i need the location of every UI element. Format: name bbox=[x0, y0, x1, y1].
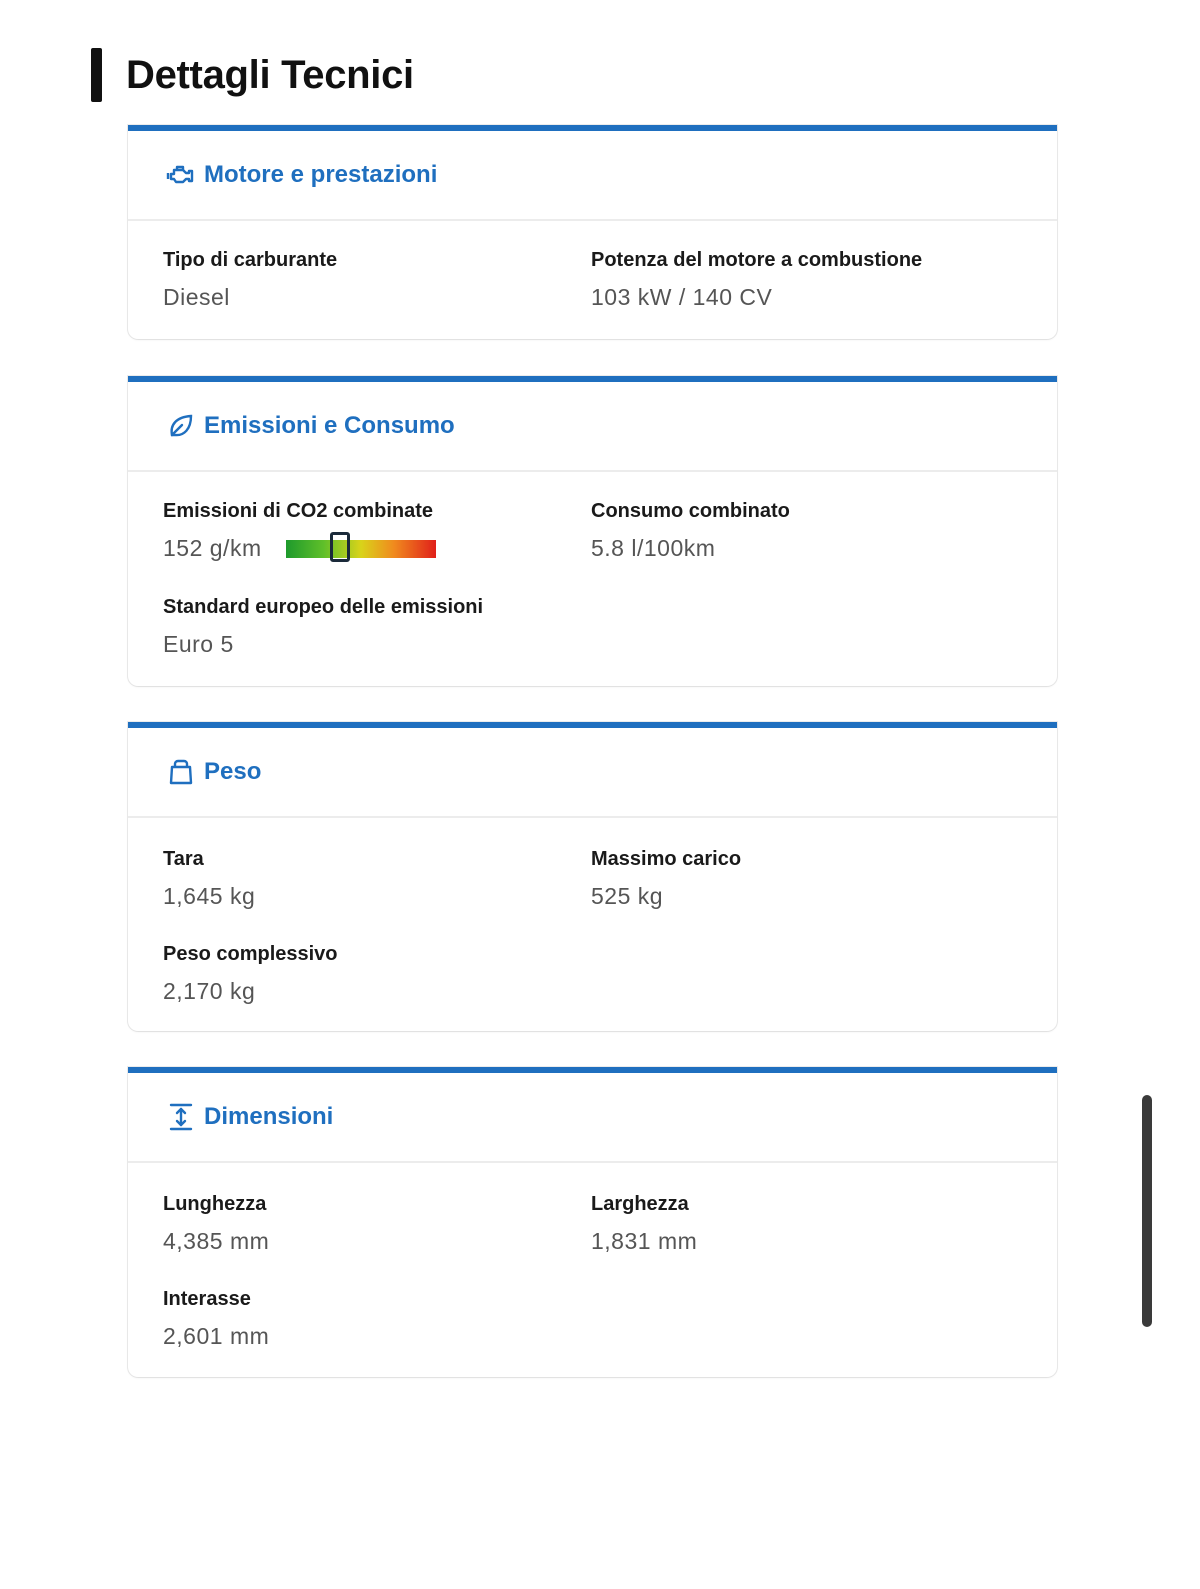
heading-accent-bar bbox=[91, 48, 102, 102]
gross-weight-value: 2,170 kg bbox=[163, 978, 256, 1004]
engine-power-spec bbox=[591, 249, 922, 311]
wheelbase-value: 2,601 mm bbox=[163, 1323, 270, 1349]
gross-weight-label: Peso complessivo bbox=[163, 943, 338, 965]
engine-section-title: Motore e prestazioni bbox=[204, 161, 438, 188]
wheelbase-spec bbox=[163, 1288, 269, 1350]
weight-section-header bbox=[128, 728, 1057, 818]
fuel-type-value: Diesel bbox=[163, 284, 230, 310]
co2-emissions-label: Emissioni di CO2 combinate bbox=[163, 500, 434, 522]
co2-emissions-row bbox=[163, 535, 436, 562]
engine-icon bbox=[164, 158, 198, 192]
combined-consumption-spec bbox=[591, 500, 790, 562]
width-value: 1,831 mm bbox=[591, 1228, 698, 1254]
weight-section-title: Peso bbox=[204, 758, 262, 785]
co2-emissions-value: 152 g/km bbox=[163, 535, 262, 561]
max-payload-spec bbox=[591, 848, 741, 910]
weight-section bbox=[128, 722, 1057, 1031]
emissions-section-title: Emissioni e Consumo bbox=[204, 412, 455, 439]
euro-standard-value: Euro 5 bbox=[163, 631, 234, 657]
euro-standard-label: Standard europeo delle emissioni bbox=[163, 596, 484, 618]
length-label: Lunghezza bbox=[163, 1193, 267, 1215]
length-spec bbox=[163, 1193, 269, 1255]
tare-weight-value: 1,645 kg bbox=[163, 883, 256, 909]
co2-efficiency-scale bbox=[286, 540, 436, 558]
co2-emissions-spec bbox=[163, 500, 436, 562]
gross-weight-spec bbox=[163, 943, 338, 1005]
emissions-section-body bbox=[128, 472, 1057, 684]
dimensions-section-body bbox=[128, 1163, 1057, 1375]
max-payload-value: 525 kg bbox=[591, 883, 664, 909]
scrollbar[interactable] bbox=[1142, 1095, 1152, 1327]
emissions-section bbox=[128, 376, 1057, 686]
height-icon bbox=[164, 1100, 198, 1134]
dimensions-section bbox=[128, 1067, 1057, 1377]
engine-section bbox=[128, 125, 1057, 339]
combined-consumption-label: Consumo combinato bbox=[591, 500, 790, 522]
tare-weight-label: Tara bbox=[163, 848, 204, 870]
engine-section-header bbox=[128, 131, 1057, 221]
page-title: Dettagli Tecnici bbox=[126, 52, 414, 97]
co2-scale-marker bbox=[330, 532, 350, 562]
combined-consumption-value: 5.8 l/100km bbox=[591, 535, 716, 561]
emissions-section-header bbox=[128, 382, 1057, 472]
weight-section-body bbox=[128, 818, 1057, 1029]
dimensions-section-title: Dimensioni bbox=[204, 1103, 334, 1130]
engine-power-label: Potenza del motore a combustione bbox=[591, 249, 923, 271]
dimensions-section-header bbox=[128, 1073, 1057, 1163]
fuel-type-spec bbox=[163, 249, 337, 311]
width-spec bbox=[591, 1193, 697, 1255]
width-label: Larghezza bbox=[591, 1193, 689, 1215]
leaf-icon bbox=[164, 409, 198, 443]
weight-icon bbox=[164, 755, 198, 789]
tare-weight-spec bbox=[163, 848, 255, 910]
wheelbase-label: Interasse bbox=[163, 1288, 251, 1310]
euro-standard-spec bbox=[163, 596, 483, 658]
length-value: 4,385 mm bbox=[163, 1228, 270, 1254]
fuel-type-label: Tipo di carburante bbox=[163, 249, 338, 271]
page-heading bbox=[91, 48, 414, 102]
engine-power-value: 103 kW / 140 CV bbox=[591, 284, 773, 310]
max-payload-label: Massimo carico bbox=[591, 848, 742, 870]
engine-section-body bbox=[128, 221, 1057, 337]
